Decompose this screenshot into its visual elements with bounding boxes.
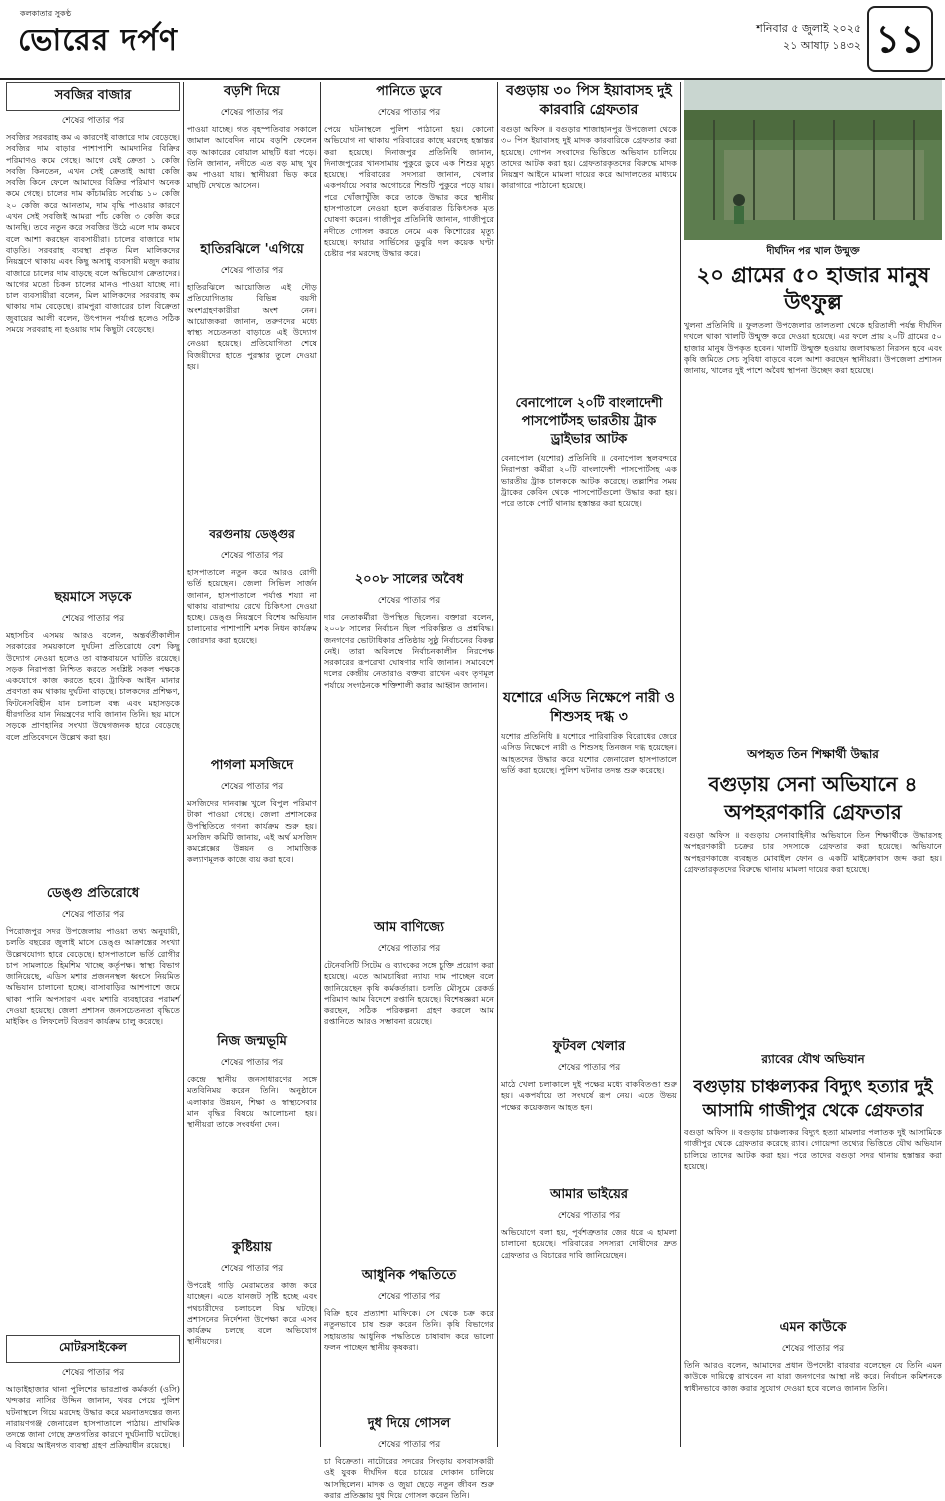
headline-hatirjheel: হাতিরঝিলে 'এগিয়ে — [200, 242, 304, 257]
continued-label: শেষের পাতার পর — [220, 782, 284, 792]
article-body: বগুড়া অফিস ॥ বগুড়ার শাজাহানপুর উপজেলা থেকে ৩০ পিস ইয়াবাসহ দুই মাদক কারবারিকে গ্রেফতার করা হয়েছে। গোপন সংবাদের ভিত্তিতে অভিযান চালিয়ে তাদের আটক করা হয়। গ্রেফতারকৃতদের বিরুদ্ধে মাদক নিয়ন্ত্রণ আইনে মামলা দায়ের করে আদালতের মাধ্যমে কারাগারে পাঠানো হয়েছে। — [501, 124, 677, 191]
kicker-abducted-students: অপহৃত তিন শিক্ষার্থী উদ্ধার — [747, 747, 879, 761]
column-3 — [324, 82, 494, 1500]
issue-date — [756, 20, 861, 54]
headline-jessore-acid: যশোরে এসিড নিক্ষেপে নারী ও শিশুসহ দগ্ধ ৩ — [503, 690, 675, 725]
article-body: তিনি আরও বলেন, আমাদের প্রধান উপদেষ্টা বারবার বলেছেন যে তিনি এমন কাউকে দায়িত্বে রাখবেন না যারা জনগণের আস্থা নষ্ট করে। নির্বাচন কমিশনকে স্বাধীনভাবে কাজ করার সুযোগ দেওয়া হবে বলেও জানান তিনি। — [684, 1360, 942, 1393]
column-rule — [183, 82, 184, 1447]
article-body: আড়াইহাজার থানা পুলিশের ভারপ্রাপ্ত কর্মকর্তা (ওসি) খন্দকার নাসির উদ্দিন জানান, খবর পেয়ে পুলিশ ঘটনাস্থলে গিয়ে মরদেহ উদ্ধার করে ময়নাতদন্তের জন্য নারায়ণগঞ্জ জেনারেল হাসপাতালে পাঠায়। প্রাথমিক তদন্তে জানা গেছে দ্রুতগতির কারণে দুর্ঘটনাটি ঘটেছে। এ বিষয়ে আইনগত ব্যবস্থা গ্রহণ প্রক্রিয়াধীন রয়েছে। — [6, 1384, 180, 1451]
headline-benapole-passports: বেনাপোলে ২০টি বাংলাদেশী পাসপোর্টসহ ভারতীয় ট্রাক ড্রাইভার আটক — [515, 396, 663, 447]
column-5 — [684, 262, 942, 1447]
continued-label: শেষের পাতার পর — [220, 108, 284, 118]
article-body: দার নেতাকর্মীরা উপস্থিত ছিলেন। বক্তারা বলেন, ২০০৮ সালের নির্বাচন ছিল পরিকল্পিত ও প্রশ্নবিদ্ধ। জনগণের ভোটাধিকার প্রতিষ্ঠায় সুষ্ঠু নির্বাচনের বিকল্প নেই। তারা অবিলম্বে নির্বাচনকালীন নিরপেক্ষ সরকারের রূপরেখা ঘোষণার দাবি জানান। সমাবেশে দলের কেন্দ্রীয় নেতারাও বক্তব্য রাখেন এবং তৃণমূল পর্যায়ে সংগঠনকে শক্তিশালী করার আহ্বান জানান। — [324, 612, 494, 690]
kicker-rab-operation: র‌্যাবের যৌথ অভিযান — [761, 1052, 865, 1066]
headline-my-brother: আমার ভাইয়ের — [549, 1187, 629, 1202]
continued-label: শেষের পাতার পর — [377, 1440, 441, 1450]
continued-label: শেষের পাতার পর — [781, 1344, 845, 1354]
photo-caption: দীর্ঘদিন পর খাল উন্মুক্ত — [766, 246, 860, 257]
article-body: যশোর প্রতিনিধি ॥ যশোরে পারিবারিক বিরোধের জেরে এসিড নিক্ষেপে নারী ও শিশুসহ তিনজন দগ্ধ হয়েছেন। আহতদের উদ্ধার করে যশোর জেনারেল হাসপাতালে ভর্তি করা হয়েছে। পুলিশ ঘটনার তদন্ত শুরু করেছে। — [501, 731, 677, 775]
continued-label: শেষের পাতার পর — [377, 1292, 441, 1302]
headline-kushtia: কুষ্টিয়ায় — [232, 1240, 272, 1255]
continued-label: শেষের পাতার পর — [220, 551, 284, 561]
continued-label: শেষের পাতার পর — [377, 108, 441, 118]
column-1 — [6, 82, 180, 1451]
headline-mango-trade: আম বাণিজ্যে — [373, 920, 445, 935]
canal-photo-illustration — [684, 80, 942, 240]
headline-football: ফুটবল খেলার — [552, 1039, 626, 1054]
article-body: হাসপাতালে নতুন করে আরও রোগী ভর্তি হয়েছেন। জেলা সিভিল সার্জন জানান, হাসপাতালে পর্যাপ্ত শয্যা না থাকায় বারান্দায় রেখে চিকিৎসা দেওয়া হচ্ছে। ডেঙ্গু নিয়ন্ত্রণে বিশেষ অভিযান চালানোর পাশাপাশি মশক নিধন কার্যক্রম জোরদার করা হয়েছে। — [187, 567, 317, 645]
continued-label: শেষের পাতার পর — [557, 1063, 621, 1073]
headline-canal-villages: ২০ গ্রামের ৫০ হাজার মানুষ উৎফুল্ল — [696, 263, 930, 314]
continued-label: শেষের পাতার পর — [61, 116, 125, 126]
headline-fishing: বড়শি দিয়ে — [224, 84, 280, 99]
article-body: চা বিক্রেতা। নাটোরের সদরের সিংড়ায় বসবাসকারী ওই যুবক দীর্ঘদিন ধরে চায়ের দোকান চালিয়ে আসছিলেন। মাদক ও জুয়া ছেড়ে নতুন জীবন শুরু করার প্রতিজ্ঞায় দুধ দিয়ে গোসল করেন তিনি। — [324, 1456, 494, 1500]
continued-label: শেষের পাতার পর — [377, 596, 441, 606]
headline-pagla-mosque: পাগলা মসজিদে — [210, 758, 294, 773]
article-body: পেয়ে ঘটনাস্থলে পুলিশ পাঠানো হয়। কোনো অভিযোগ না থাকায় পরিবারের কাছে মরদেহ হস্তান্তর করা হয়েছে। দিনাজপুর প্রতিনিধি জানান, দিনাজপুরের খানসামায় পুকুরে ডুবে এক শিশুর মৃত্যু হয়েছে। পরিবারের সদস্যরা জানান, খেলার একপর্যায়ে সবার অগোচরে শিশুটি পুকুরে পড়ে যায়। পরে খোঁজাখুঁজি করে তাকে উদ্ধার করে স্থানীয় হাসপাতালে নেওয়া হলে কর্তব্যরত চিকিৎসক মৃত ঘোষণা করেন। গাজীপুর প্রতিনিধি জানান, গাজীপুরে নদীতে গোসল করতে নেমে এক কিশোরের মৃত্যু হয়েছে। ফায়ার সার্ভিসের ডুবুরি দল কয়েক ঘণ্টা চেষ্টার পর মরদেহ উদ্ধার করে। — [324, 124, 494, 259]
continued-label: শেষের পাতার পর — [377, 944, 441, 954]
headline-birthplace: নিজ জন্মভূমি — [217, 1034, 287, 1049]
column-rule — [320, 82, 321, 1447]
headline-modern-method: আধুনিক পদ্ধতিতে — [361, 1268, 457, 1283]
headline-road-accidents: ছয়মাসে সড়কে — [54, 590, 132, 605]
headline-motorcycle: মোটরসাইকেল — [6, 1335, 180, 1363]
article-body: মাঠে খেলা চলাকালে দুই পক্ষের মধ্যে বাকবিতণ্ডা শুরু হয়। একপর্যায়ে তা সংঘর্ষে রূপ নেয়। এতে উভয় পক্ষের কয়েকজন আহত হন। — [501, 1079, 677, 1112]
headline-such-someone: এমন কাউকে — [779, 1320, 847, 1335]
continued-label: শেষের পাতার পর — [220, 266, 284, 276]
headline-drowning: পানিতে ডুবে — [376, 84, 442, 99]
headline-milk-bath: দুধ দিয়ে গোসল — [367, 1416, 451, 1431]
headline-dengue-prevention: ডেঙ্গু প্রতিরোধে — [46, 886, 140, 901]
headline-barguna-dengue: বরগুনায় ডেঙ্গুর — [209, 527, 295, 541]
continued-label: শেষের পাতার পর — [61, 614, 125, 624]
article-body: পিরোজপুর সদর উপজেলায় পাওয়া তথ্য অনুযায়ী, চলতি বছরের জুলাই মাসে ডেঙ্গু আক্রান্তের সংখ্যা উল্লেখযোগ্য হারে বেড়েছে। হাসপাতালে ভর্তি রোগীর চাপ সামলাতে হিমশিম খাচ্ছে কর্তৃপক্ষ। স্বাস্থ্য বিভাগ জানিয়েছে, এডিস মশার প্রজননস্থল ধ্বংসে নিয়মিত অভিযান চালানো হচ্ছে। বাসাবাড়ির আশপাশে জমে থাকা পানি অপসারণ এবং মশারি ব্যবহারের পরামর্শ দেওয়া হয়েছে। জেলা প্রশাসন জনসচেতনতা বৃদ্ধিতে মাইকিং ও লিফলেট বিতরণ কার্যক্রম চালু করেছে। — [6, 926, 180, 1027]
headline-vegetable-market: সবজির বাজার — [6, 82, 180, 111]
article-body: মসজিদের দানবাক্স খুলে বিপুল পরিমাণ টাকা পাওয়া গেছে। জেলা প্রশাসকের উপস্থিতিতে গণনা কার্যক্রম শুরু হয়। মসজিদ কমিটি জানায়, এই অর্থ মসজিদ কমপ্লেক্সের উন্নয়ন ও সামাজিক কল্যাণমূলক কাজে ব্যয় করা হবে। — [187, 798, 317, 865]
article-body: কেন্দ্রে স্থানীয় জনসাধারণের সঙ্গে মতবিনিময় করেন তিনি। অনুষ্ঠানে এলাকার উন্নয়ন, শিক্ষা ও স্বাস্থ্যসেবার মান বৃদ্ধির বিষয়ে আলোচনা হয়। স্থানীয়রা তাকে সংবর্ধনা দেন। — [187, 1074, 317, 1130]
headline-bogura-army-operation: বগুড়ায় সেনা অভিযানে ৪ অপহরণকারি গ্রেফতার — [708, 772, 918, 824]
headline-yaba-arrest: বগুড়ায় ৩০ পিস ইয়াবাসহ দুই কারবারি গ্রেফতার — [506, 83, 672, 118]
column-rule — [680, 82, 681, 1447]
headline-bogura-murder-arrest: বগুড়ায় চাঞ্চল্যকর বিদ্যুৎ হত্যার দুই আসামি গাজীপুর থেকে গ্রেফতার — [693, 1077, 933, 1121]
column-2 — [187, 82, 317, 1447]
article-body: সবজির সরবরাহ কম এ কারণেই বাজারে দাম বেড়েছে। সবজির দাম বাড়ার পাশাপাশি আমদানির বিক্রির পরিমাণও কমে গেছে। আগে যেই ক্রেতা ১ কেজি সবজি কিনতেন, এখন সেই ক্রেতাই আধা কেজি সবজি কিনে ফেলে আমাদের বিক্রির পরিমাণ অনেক কমে গেছে। চালের দাম কাঁচামরিচ সর্বোচ্চ ১০ কেজি ২০ কেজি করে আনতাম, দাম বৃদ্ধি পাওয়ার কারণে এখন সেই সবজিই আমরা পাঁচ কেজি ৩ কেজি করে আনছি। তবে নতুন করে সবজির উঠে এলে দাম কমবে বলে আশা করছেন ব্যবসায়ীরা। চালের বাজারে দাম বাড়তি। সরবরাহ ব্যবস্থা প্রকৃত মিল মালিকদের নিয়ন্ত্রণে থাকায় এবং কিছু অসাধু ব্যবসায়ী মজুদ করায় বাজারে চালের দাম বাড়ছে বলে অভিযোগ ক্রেতাদের। আগের মতো চিকন চালের মানও পাওয়া যাচ্ছে না। চাল ব্যবসায়ীরা বলেন, মিল মালিকদের সরবরাহ কম থাকায় দাম বেড়েছে। রামপুরা বাজারের চাল বিক্রেতা জুবায়ের আলী বলেন, উৎপাদন পর্যাপ্ত হলেও সঠিক সময়ে সরবরাহ না হওয়ায় দাম কিছুটা বেড়েছে। — [6, 132, 180, 335]
article-body: অভিযোগে বলা হয়, পূর্বশত্রুতার জের ধরে এ হামলা চালানো হয়েছে। পরিবারের সদস্যরা দোষীদের দ্রুত গ্রেফতার ও বিচারের দাবি জানিয়েছেন। — [501, 1227, 677, 1260]
page-number: ১১ — [867, 6, 933, 72]
continued-label: শেষের পাতার পর — [220, 1264, 284, 1274]
continued-label: শেষের পাতার পর — [220, 1058, 284, 1068]
continued-label: শেষের পাতার পর — [557, 1211, 621, 1221]
date-gregorian: শনিবার ৫ জুলাই ২০২৫ — [756, 22, 861, 35]
continued-label: শেষের পাতার পর — [61, 910, 125, 920]
masthead — [0, 0, 945, 80]
column-rule — [497, 82, 498, 1447]
article-body: বিক্রি হবে প্রত্যাশা মাফিকে। সে থেকে চক্র করে নতুনভাবে চাষ শুরু করেন তিনি। কৃষি বিভাগের সহায়তায় আধুনিক পদ্ধতিতে চাষাবাদ করে ভালো ফলন পাচ্ছেন স্থানীয় কৃষকরা। — [324, 1308, 494, 1352]
article-body: বেনাপোল (যশোর) প্রতিনিধি ॥ বেনাপোল স্থলবন্দরে নিরাপত্তা কর্মীরা ২০টি বাংলাদেশী পাসপোর্টসহ এক ভারতীয় ট্রাক চালককে আটক করেছে। তল্লাশির সময় ট্রাকের কেবিন থেকে পাসপোর্টগুলো উদ্ধার করা হয়। পরে তাকে পোর্ট থানায় হস্তান্তর করা হয়েছে। — [501, 453, 677, 509]
article-body: বগুড়া অফিস ॥ বগুড়ায় সেনাবাহিনীর অভিযানে তিন শিক্ষার্থীকে উদ্ধারসহ অপহরণকারী চক্রের চার সদস্যকে গ্রেফতার করা হয়েছে। অভিযানে অপহরণকাজে ব্যবহৃত মোবাইল ফোন ও একটি মাইক্রোবাস জব্দ করা হয়। গ্রেফতারকৃতদের বিরুদ্ধে থানায় মামলা দায়ের করা হয়েছে। — [684, 830, 942, 874]
continued-label: শেষের পাতার পর — [61, 1368, 125, 1378]
article-body: পাওয়া যাচ্ছে। গত বৃহস্পতিবার সকালে জামাল আবেদিন নামে বড়শি ফেলেন বড় আকারের বোয়াল মাছটি ধরা পড়ে। তিনি জানান, নদীতে এত বড় মাছ খুব কম পাওয়া যায়। স্থানীয়রা ভিড় করে মাছটি দেখতে আসেন। — [187, 124, 317, 191]
masthead-tagline: কলকাতার সুকণ্ঠ — [20, 9, 72, 18]
article-body: উপরেই গাড়ি মেরামতের কাজ করে যাচ্ছেন। এতে যানজট সৃষ্টি হচ্ছে এবং পথচারীদের চলাচলে বিঘ্ন ঘটছে। প্রশাসনের নির্দেশনা উপেক্ষা করে এসব কার্যক্রম চলছে বলে অভিযোগ স্থানীয়দের। — [187, 1280, 317, 1347]
article-body: টেনেবসিটি সিটেম ও ব্যাংকের সঙ্গে চুক্তি প্রয়োগ করা হয়েছে। এতে আমচাষিরা ন্যায্য দাম পাচ্ছেন বলে জানিয়েছেন কৃষি কর্মকর্তারা। চলতি মৌসুমে রেকর্ড পরিমাণ আম বিদেশে রপ্তানি হয়েছে। বিশেষজ্ঞরা মনে করছেন, সঠিক পরিকল্পনা গ্রহণ করলে আম রপ্তানিতে আরও সম্ভাবনা রয়েছে। — [324, 960, 494, 1027]
article-body: বগুড়া অফিস ॥ বগুড়ায় চাঞ্চল্যকর বিদ্যুৎ হত্যা মামলার পলাতক দুই আসামিকে গাজীপুর থেকে গ্রেফতার করেছে র‌্যাব। গোয়েন্দা তথ্যের ভিত্তিতে যৌথ অভিযান চালিয়ে তাদের আটক করা হয়। পরে তাদের বগুড়া সদর থানায় হস্তান্তর করা হয়েছে। — [684, 1127, 942, 1171]
article-body: মহাসচিব এসময় আরও বলেন, অন্তর্বর্তীকালীন সরকারের সময়কালে দুর্ঘটনা প্রতিরোধে বেশ কিছু উদ্যোগ নেওয়া হলেও তা বাস্তবায়নে ঘাটতি রয়েছে। সড়ক নিরাপত্তা নিশ্চিত করতে সংশ্লিষ্ট সকল পক্ষকে একযোগে কাজ করতে হবে। ট্রাফিক আইন মানার প্রবণতা কম থাকায় দুর্ঘটনা বাড়ছে। চালকদের প্রশিক্ষণ, ফিটনেসবিহীন যান চলাচল বন্ধ এবং মহাসড়কে ধীরগতির যান নিয়ন্ত্রণের দাবি জানান তিনি। ছয় মাসে সড়কে প্রাণহানির সংখ্যা উদ্বেগজনক হারে বেড়েছে বলে প্রতিবেদনে উল্লেখ করা হয়। — [6, 630, 180, 742]
article-body: হাতিরঝিলে আয়োজিত এই দৌড় প্রতিযোগিতায় বিভিন্ন বয়সী অংশগ্রহণকারীরা অংশ নেন। আয়োজকরা জানান, তরুণদের মধ্যে স্বাস্থ্য সচেতনতা বাড়াতে এই উদ্যোগ নেওয়া হয়েছে। প্রতিযোগিতা শেষে বিজয়ীদের হাতে পুরস্কার তুলে দেওয়া হয়। — [187, 282, 317, 372]
newspaper-title: ভোরের দর্পণ — [18, 23, 178, 58]
column-4 — [501, 82, 677, 1447]
date-bangla: ২১ আষাঢ় ১৪৩২ — [783, 39, 861, 52]
headline-2008-election: ২০০৮ সালের অবৈধ — [354, 572, 464, 587]
article-body: খুলনা প্রতিনিধি ॥ ফুলতলা উপজেলার তালতলা থেকে হরিতালী পর্যন্ত দীর্ঘদিন দখলে থাকা খালটি উন্মুক্ত করে দেওয়া হয়েছে। এর ফলে প্রায় ২০টি গ্রামের ৫০ হাজার মানুষ উপকৃত হবেন। খালটি উন্মুক্ত হওয়ায় জলাবদ্ধতা নিরসন হবে এবং কৃষি জমিতে সেচ সুবিধা বাড়বে বলে আশা করছেন স্থানীয়রা। উপজেলা প্রশাসন জানায়, খালের দুই পাশে অবৈধ স্থাপনা উচ্ছেদ করা হয়েছে। — [684, 320, 942, 376]
photo-canal — [684, 80, 942, 240]
